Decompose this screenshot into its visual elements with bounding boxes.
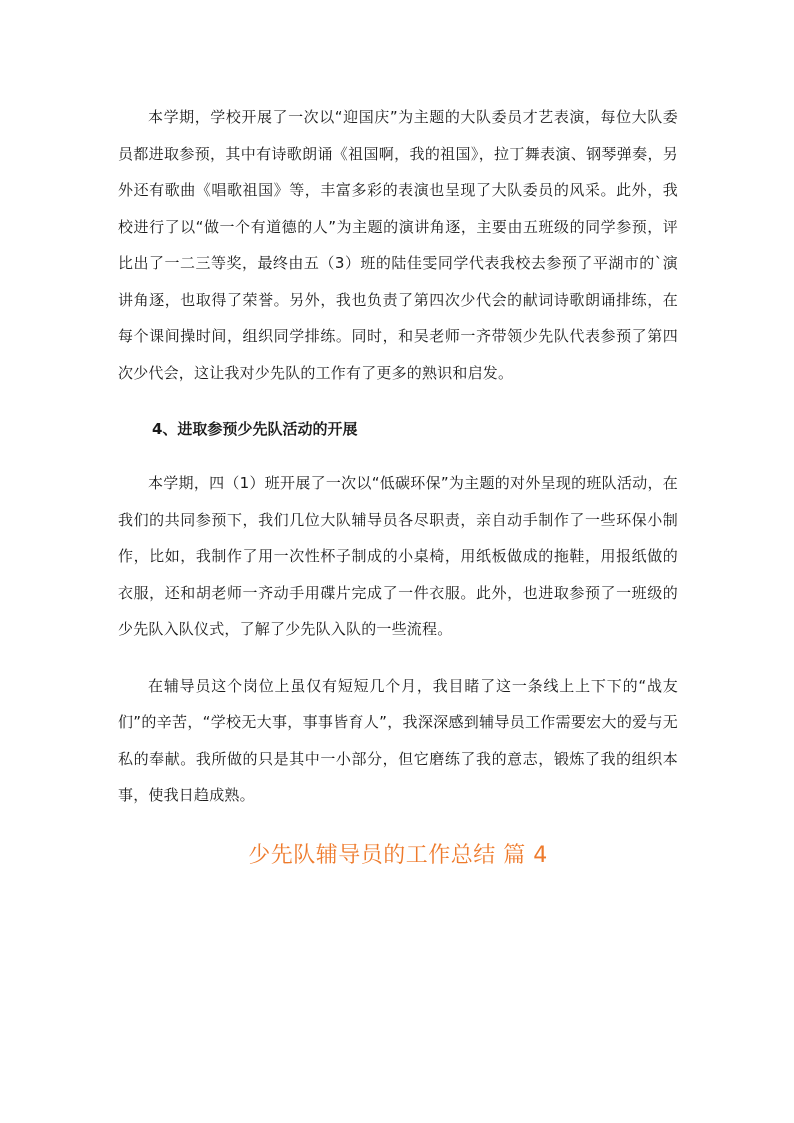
subsection-heading: 4、进取参预少先队活动的开展 (152, 420, 358, 438)
body-paragraph: 在辅导员这个岗位上虽仅有短短几个月，我目睹了这一条线上上下下的“战友们”的辛苦，“学校无大事，事事皆育人”，我深深感到辅导员工作需要宏大的爱与无私的奉献。我所做的只是其中一小部分，但它磨练了我的意志，锻炼了我的组织本事，使我日趋成熟。 (118, 676, 678, 804)
body-paragraph: 本学期，学校开展了一次以“迎国庆”为主题的大队委员才艺表演，每位大队委员都进取参预，其中有诗歌朗诵《祖国啊，我的祖国》，拉丁舞表演、钢琴弹奏，另外还有歌曲《唱歌祖国》等，丰富多彩的表演也呈现了大队委员的风采。此外，我校进行了以“做一个有道德的人”为主题的演讲角逐，主要由五班级的同学参预，评比出了一二三等奖，最终由五（3）班的陆佳雯同学代表我校去参预了平湖市的`演讲角逐，也取得了荣誉。另外，我也负责了第四次少代会的献词诗歌朗诵排练，在每个课间操时间，组织同学排练。同时，和吴老师一齐带领少先队代表参预了第四次少代会，这让我对少先队的工作有了更多的熟识和启发。 (118, 108, 678, 382)
body-paragraph: 本学期，四（1）班开展了一次以“低碳环保”为主题的对外呈现的班队活动，在我们的共同参预下，我们几位大队辅导员各尽职责，亲自动手制作了一些环保小制作，比如，我制作了用一次性杯子制成的小桌椅，用纸板做成的拖鞋，用报纸做的衣服，还和胡老师一齐动手用碟片完成了一件衣服。此外，也进取参预了一班级的少先队入队仪式，了解了少先队入队的一些流程。 (118, 474, 678, 638)
document-page (118, 99, 678, 876)
section-title: 少先队辅导员的工作总结 篇 4 (248, 842, 548, 868)
